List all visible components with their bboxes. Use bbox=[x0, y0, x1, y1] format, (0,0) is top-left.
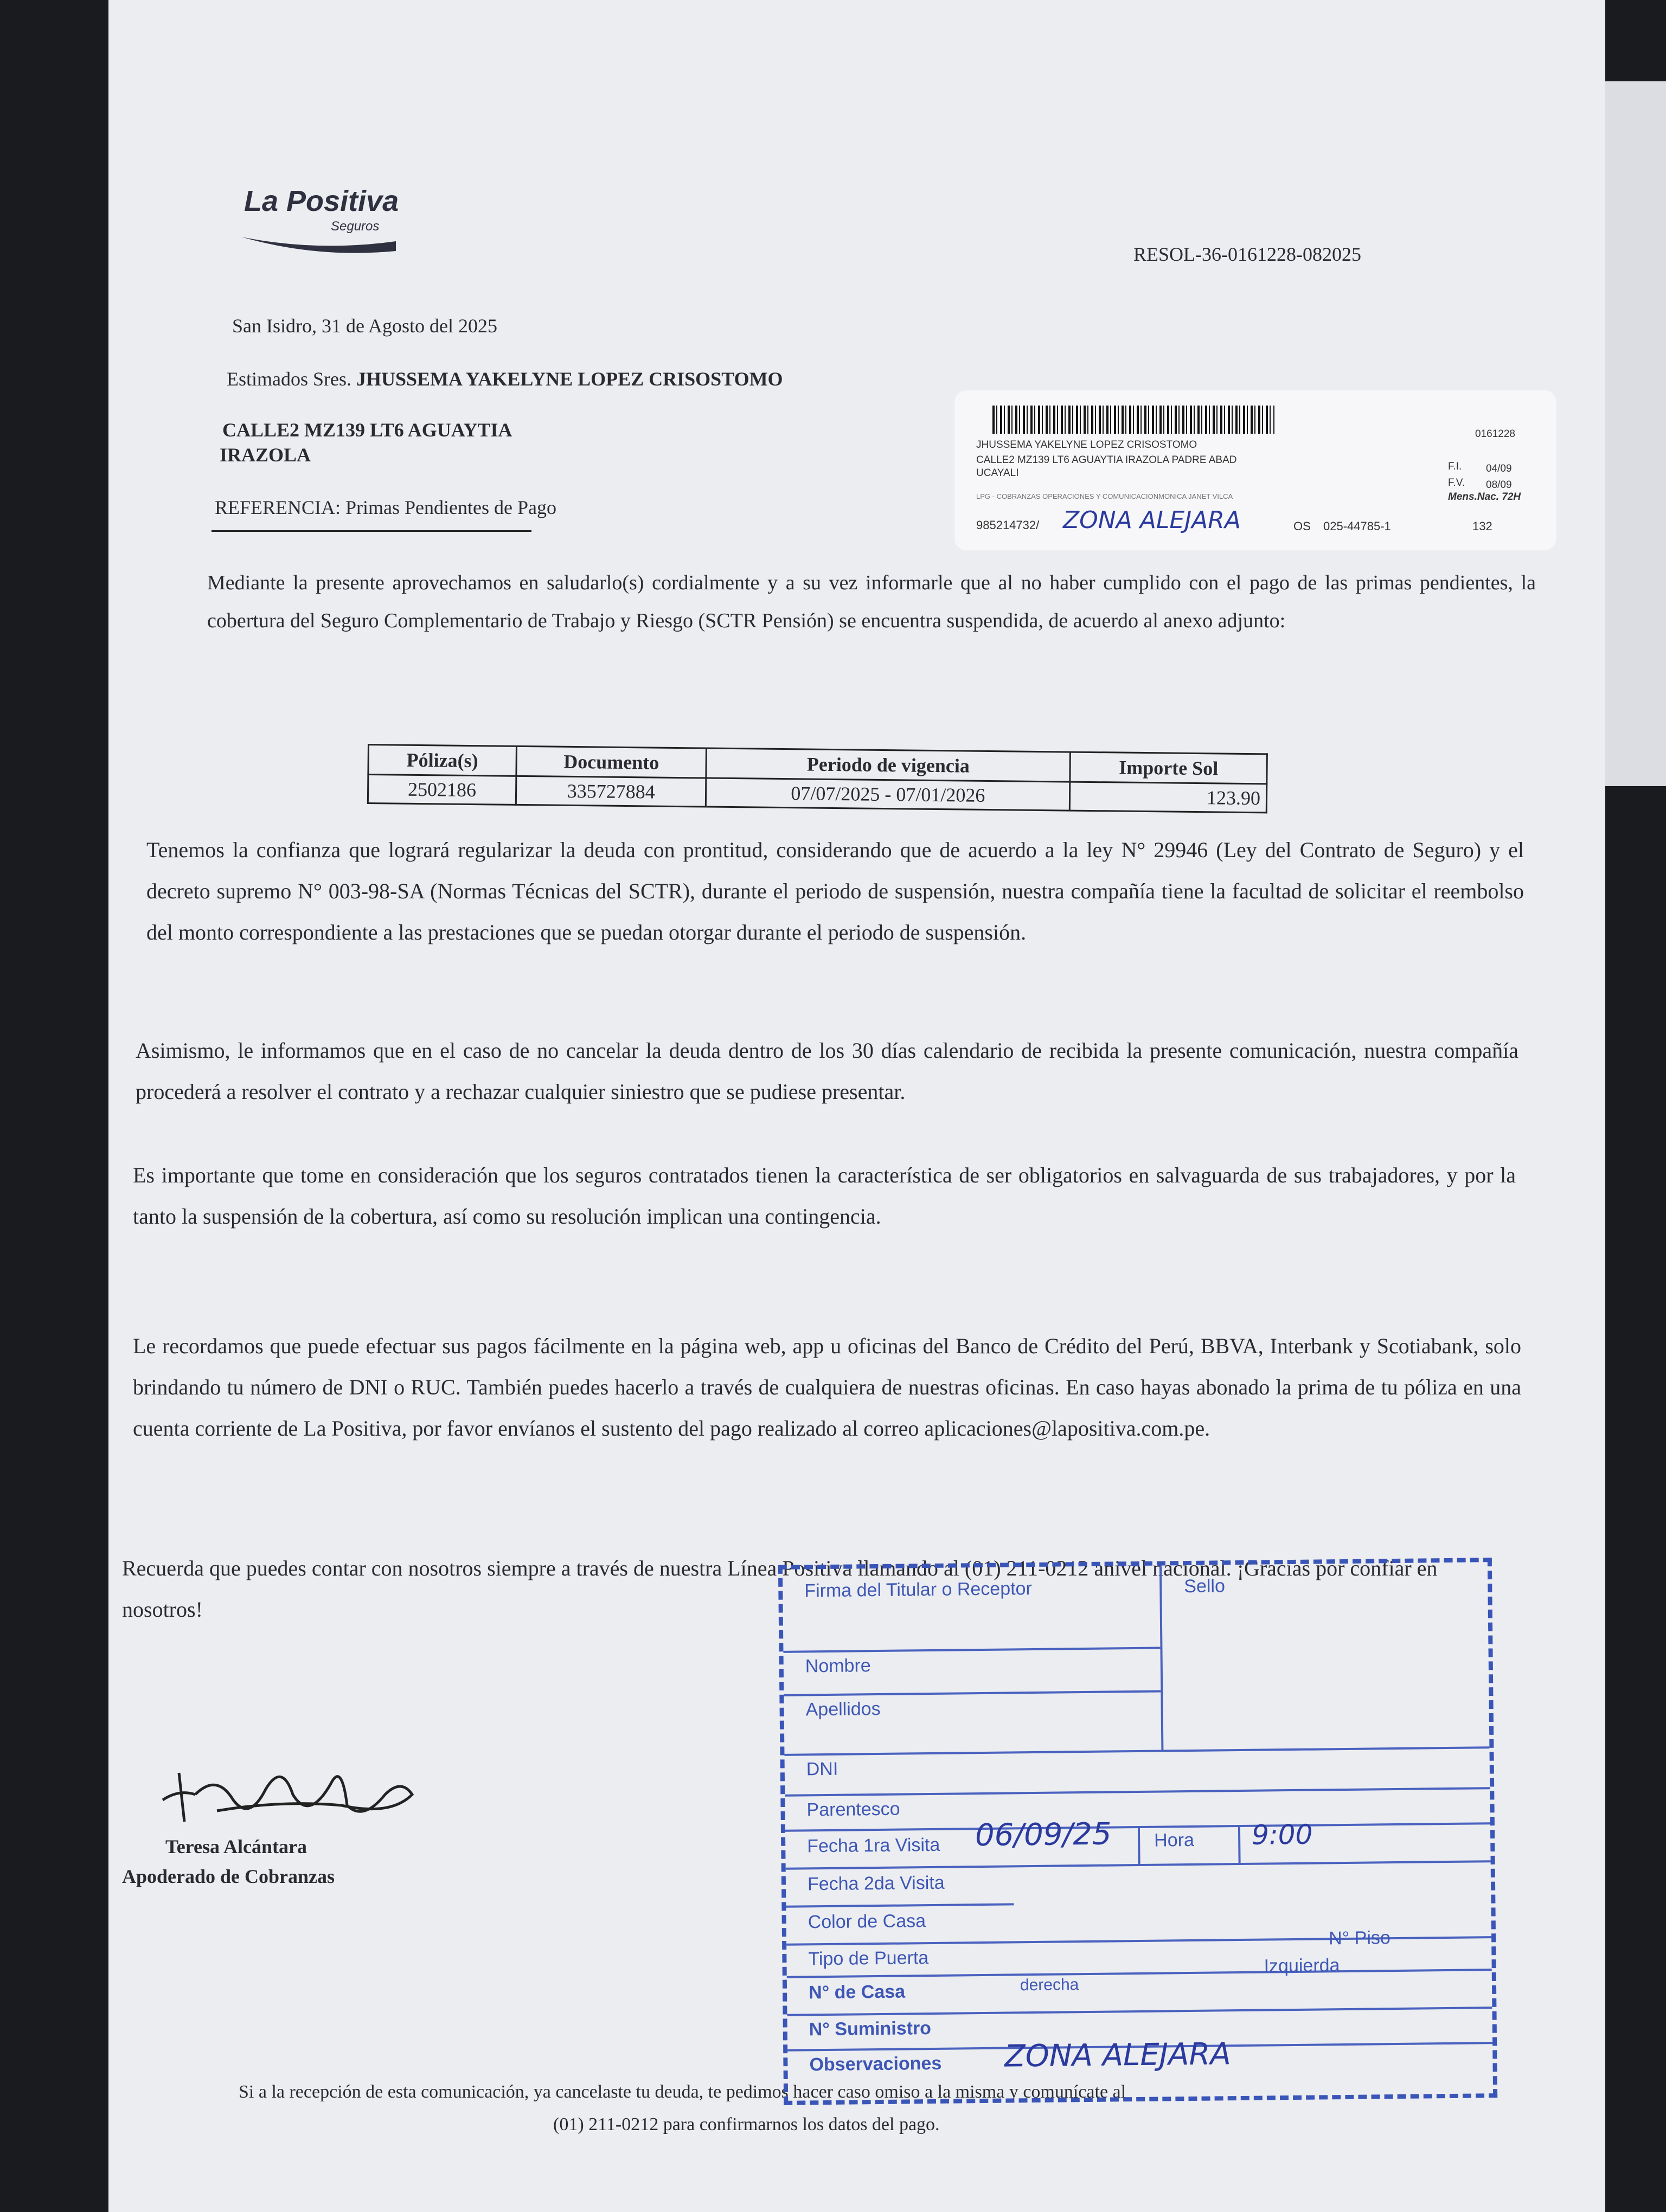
reference-text: Primas Pendientes de Pago bbox=[345, 497, 556, 518]
cell-periodo: 07/07/2025 - 07/01/2026 bbox=[706, 778, 1070, 811]
paragraph-4: Es importante que tome en consideración que los seguros contratados tienen la característica de ser obligatorios en salvaguarda de sus trabajadores, y por la tanto la suspensión de la cobertura, así como su resolución implican una contingencia. bbox=[133, 1163, 1516, 1229]
stamp-suministro: N° Suministro bbox=[809, 2018, 932, 2040]
logo-sub: Seguros bbox=[331, 219, 380, 234]
stamp-firma: Firma del Titular o Receptor bbox=[804, 1578, 1032, 1602]
cell-poliza: 2502186 bbox=[368, 775, 516, 805]
label-mens: Mens.Nac. 72H bbox=[1448, 491, 1521, 503]
address-label-sticker bbox=[954, 390, 1556, 550]
stamp-fecha2: Fecha 2da Visita bbox=[807, 1872, 945, 1895]
signer-name: Teresa Alcántara bbox=[165, 1836, 307, 1857]
cell-importe: 123.90 bbox=[1070, 782, 1267, 813]
stamp-tipo: Tipo de Puerta bbox=[808, 1947, 929, 1970]
label-num: 132 bbox=[1472, 519, 1492, 533]
stamp-hora: Hora bbox=[1154, 1829, 1195, 1851]
stamp-observaciones: Observaciones bbox=[809, 2053, 942, 2075]
header-documento: Documento bbox=[516, 746, 707, 778]
recipient-name: JHUSSEMA YAKELYNE LOPEZ CRISOSTOMO bbox=[356, 368, 783, 390]
label-fi-label: F.I. bbox=[1448, 461, 1462, 472]
stamp-row-line bbox=[784, 1746, 1489, 1756]
signature-image bbox=[146, 1740, 428, 1838]
stamp-row-line bbox=[785, 1787, 1490, 1797]
label-addr2: UCAYALI bbox=[976, 467, 1019, 479]
label-lpg: LPG - COBRANZAS OPERACIONES Y COMUNICACIONMONICA JANET VILCA bbox=[976, 492, 1233, 500]
date-line: San Isidro, 31 de Agosto del 2025 bbox=[232, 315, 497, 337]
greeting bbox=[227, 368, 783, 390]
reference-label: REFERENCIA: bbox=[215, 497, 341, 518]
reference bbox=[215, 496, 556, 519]
stamp-color: Color de Casa bbox=[808, 1911, 926, 1933]
label-handwritten: ZONA ALEJARA bbox=[1063, 506, 1241, 534]
header-poliza: Póliza(s) bbox=[368, 745, 516, 776]
paragraph-5: Le recordamos que puede efectuar sus pagos fácilmente en la página web, app u oficinas del Banco de Crédito del Perú, BBVA, Interbank y Scotiabank, solo brindando tu número de DNI o RUC. También puedes hacerlo a través de cualquiera de nuestras oficinas. En caso hayas abonado la prima de tu póliza en una cuenta corriente de La Positiva, por favor envíanos el sustento del pago realizado al correo aplicaciones@lapositiva.com.pe. bbox=[133, 1334, 1521, 1441]
stamp-derecha: derecha bbox=[1020, 1976, 1079, 1995]
stamp-row-line bbox=[786, 1903, 1014, 1907]
stamp-dni: DNI bbox=[806, 1758, 838, 1780]
delivery-stamp bbox=[778, 1558, 1497, 2105]
stamp-divider-sello bbox=[1159, 1566, 1164, 1750]
stamp-fecha1-value: 06/09/25 bbox=[975, 1816, 1112, 1854]
stamp-row-line bbox=[783, 1647, 1160, 1653]
greeting-prefix: Estimados Sres. bbox=[227, 368, 351, 390]
stamp-hora-value: 9:00 bbox=[1251, 1818, 1313, 1851]
paragraph-3: Asimismo, le informamos que en el caso de no cancelar la deuda dentro de los 30 días calendario de recibida la presente comunicación, nuestra compañía procederá a resolver el contrato y a rechazar cualquier siniestro que se pudiese presentar. bbox=[136, 1038, 1518, 1104]
label-os-code: 025-44785-1 bbox=[1323, 519, 1391, 533]
stamp-apellidos: Apellidos bbox=[805, 1698, 881, 1720]
label-fi-value: 04/09 bbox=[1486, 463, 1512, 474]
label-fv-label: F.V. bbox=[1448, 477, 1465, 488]
stamp-parentesco: Parentesco bbox=[806, 1798, 900, 1821]
reference-underline bbox=[212, 530, 531, 532]
header-importe: Importe Sol bbox=[1070, 752, 1267, 784]
stamp-nombre: Nombre bbox=[805, 1655, 871, 1677]
stamp-ncasa: N° de Casa bbox=[808, 1981, 906, 2003]
signer-title: Apoderado de Cobranzas bbox=[122, 1866, 335, 1887]
label-fv-value: 08/09 bbox=[1486, 479, 1512, 491]
stamp-fecha1: Fecha 1ra Visita bbox=[807, 1834, 940, 1857]
paragraph-2: Tenemos la confianza que logrará regularizar la deuda con prontitud, considerando que de acuerdo a la ley N° 29946 (Ley del Contrato de Seguro) y el decreto supremo N° 003-98-SA (Normas Técnicas del SCTR), durante el periodo de suspensión, nuestra compañía tiene la facultad de solicitar el reembolso del monto correspondiente a las prestaciones que se puedan otorgar durante el periodo de suspensión. bbox=[146, 838, 1524, 944]
logo-name: La Positiva bbox=[244, 185, 399, 217]
policy-table bbox=[367, 744, 1268, 813]
resolution-code: RESOL-36-0161228-082025 bbox=[1133, 243, 1361, 265]
footer-line-1: Si a la recepción de esta comunicación, ya cancelaste tu deuda, te pedimos hacer caso omiso a la misma y comunícate al bbox=[239, 2082, 1126, 2102]
label-code: 0161228 bbox=[1475, 428, 1515, 440]
header-periodo: Periodo de vigencia bbox=[706, 748, 1070, 782]
barcode-icon bbox=[992, 406, 1274, 434]
label-os: OS bbox=[1293, 519, 1311, 533]
address-line-1: CALLE2 MZ139 LT6 AGUAYTIA bbox=[222, 419, 512, 441]
stamp-row-line bbox=[787, 2007, 1492, 2016]
stamp-izquierda: Izquierda bbox=[1264, 1955, 1340, 1977]
logo-swoosh-icon bbox=[241, 230, 399, 258]
footer-line-2: (01) 211-0212 para confirmarnos los datos del pago. bbox=[553, 2114, 940, 2134]
label-addr1: CALLE2 MZ139 LT6 AGUAYTIA IRAZOLA PADRE ABAD bbox=[976, 454, 1237, 466]
stamp-divider bbox=[1238, 1825, 1241, 1863]
stamp-npiso: N° Piso bbox=[1328, 1927, 1391, 1949]
stamp-row-line bbox=[787, 1969, 1492, 1978]
stamp-row-line bbox=[784, 1690, 1161, 1696]
label-name: JHUSSEMA YAKELYNE LOPEZ CRISOSTOMO bbox=[976, 439, 1197, 451]
stamp-divider bbox=[1138, 1826, 1140, 1864]
label-phone: 985214732/ bbox=[976, 518, 1040, 532]
cell-documento: 335727884 bbox=[516, 776, 706, 807]
paragraph-1: Mediante la presente aprovechamos en saludarlo(s) cordialmente y a su vez informarle que al no haber cumplido con el pago de las primas pendientes, la cobertura del Seguro Complementario de Trabajo y Riesgo (SCTR Pensión) se encuentra suspendida, de acuerdo al anexo adjunto: bbox=[207, 571, 1536, 632]
paragraph-6: Recuerda que puedes contar con nosotros siempre a través de nuestra Línea Positiva llamando al (01) 211-0212 anivel nacional. ¡Gracias por confiar en nosotros! bbox=[122, 1556, 1438, 1622]
address-line-2: IRAZOLA bbox=[220, 444, 311, 466]
stamp-obs-value: ZONA ALEJARA bbox=[1004, 2036, 1232, 2074]
stamp-sello: Sello bbox=[1184, 1576, 1226, 1597]
